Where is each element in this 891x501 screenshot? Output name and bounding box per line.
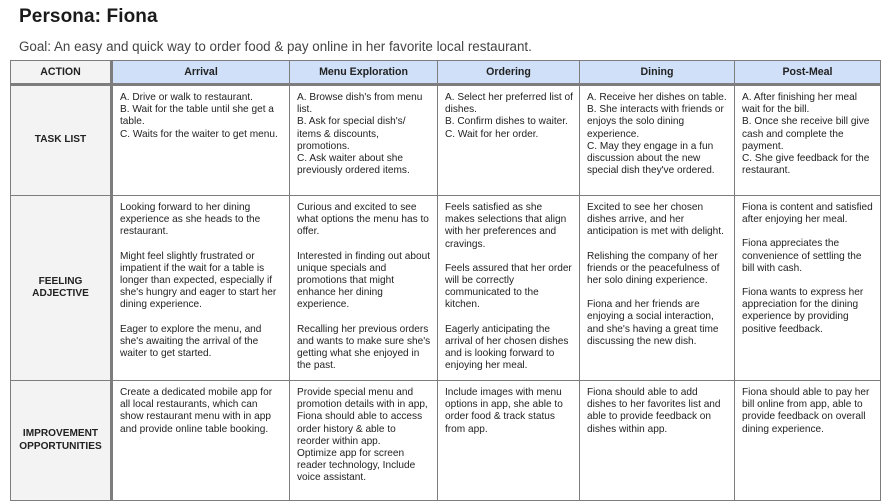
stage-ordering-header: Ordering [438,61,580,85]
improvement-menu-exploration-cell: Provide special menu and promotion details with in app, Fiona should able to access order history & able to reorder within app. Optimize app for screen reader technology, Include voice assistant. [290,381,438,501]
task-list-row [11,85,881,196]
task-list-dining-cell: A. Receive her dishes on table. B. She interacts with friends or enjoys the solo dining experience. C. May they engage in a fun discussion about the new special dish they've ordered. [580,85,735,196]
stage-post-meal-header: Post-Meal [735,61,881,85]
feeling-ordering-cell: Feels satisfied as she makes selections that align with her preferences and cravings. Feels assured that her order will be correctly communicated to the kitchen. Eagerly anticipating the arrival of her chosen dishes and is looking forward to enjoying her meal. [438,196,580,381]
stage-header-row [11,61,881,85]
stage-menu-exploration-header: Menu Exploration [290,61,438,85]
task-list-menu-exploration-cell: A. Browse dish's from menu list. B. Ask for special dish's/ items & discounts, promotions. C. Ask waiter about she previously ordered items. [290,85,438,196]
task-list-arrival-cell: A. Drive or walk to restaurant. B. Wait for the table until she get a table. C. Waits for the waiter to get menu. [112,85,290,196]
feeling-dining-cell: Excited to see her chosen dishes arrive, and her anticipation is met with delight. Relishing the company of her friends or the peacefulness of her solo dining experience. Fiona and her friends are enjoying a social interaction, and she's having a great time discussing the new dish. [580,196,735,381]
improvement-ordering-cell: Include images with menu options in app, she able to order food & track status from app. [438,381,580,501]
task-list-ordering-cell: A. Select her preferred list of dishes. B. Confirm dishes to waiter. C. Wait for her order. [438,85,580,196]
feeling-adjective-row [11,196,881,381]
improvement-dining-cell: Fiona should able to add dishes to her favorites list and able to provide feedback on dishes within app. [580,381,735,501]
journey-map-table [10,60,881,501]
improvement-opportunities-label: IMPROVEMENT OPPORTUNITIES [11,381,112,501]
improvement-post-meal-cell: Fiona should able to pay her bill online from app, able to provide feedback on overall dining experience. [735,381,881,501]
feeling-arrival-cell: Looking forward to her dining experience as she heads to the restaurant. Might feel slightly frustrated or impatient if the wait for a table is longer than expected, especially if she's hungry and eager to start her dining experience. Eager to explore the menu, and she's awaiting the arrival of the waiter to get started. [112,196,290,381]
page-title: Persona: Fiona [19,6,158,27]
improvement-opportunities-row [11,381,881,501]
task-list-label: TASK LIST [11,85,112,196]
task-list-post-meal-cell: A. After finishing her meal wait for the bill. B. Once she receive bill give cash and complete the payment. C. She give feedback for the restaurant. [735,85,881,196]
feeling-menu-exploration-cell: Curious and excited to see what options the menu has to offer. Interested in finding out about unique specials and promotions that might enhance her dining experience. Recalling her previous orders and wants to make sure she's getting what she enjoyed in the past. [290,196,438,381]
persona-goal: Goal: An easy and quick way to order food & pay online in her favorite local restaurant. [19,39,532,54]
stage-arrival-header: Arrival [112,61,290,85]
action-header: ACTION [11,61,112,85]
improvement-arrival-cell: Create a dedicated mobile app for all local restaurants, which can show restaurant menu with in app and provide online table booking. [112,381,290,501]
feeling-adjective-label: FEELING ADJECTIVE [11,196,112,381]
feeling-post-meal-cell: Fiona is content and satisfied after enjoying her meal. Fiona appreciates the convenience of settling the bill with cash. Fiona wants to express her appreciation for the dining experience by providing positive feedback. [735,196,881,381]
stage-dining-header: Dining [580,61,735,85]
